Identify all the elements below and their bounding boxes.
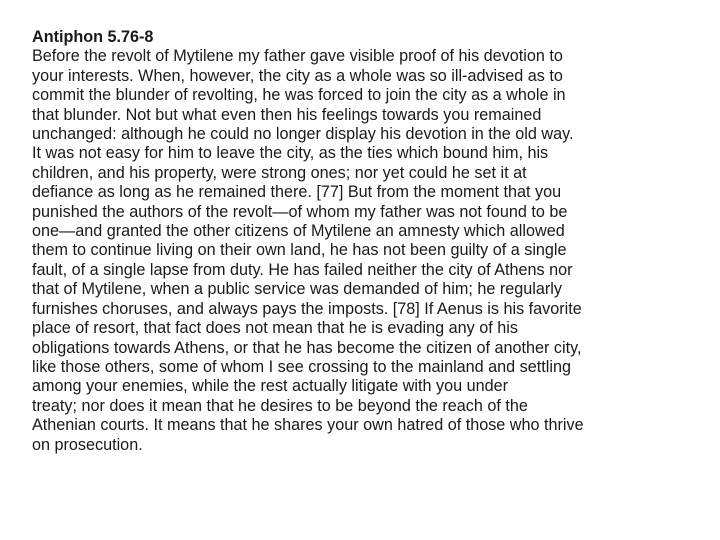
text-line: one—and granted the other citizens of Mytilene an amnesty which allowed <box>32 222 565 241</box>
text-line: among your enemies, while the rest actually litigate with you under <box>32 377 508 396</box>
document-body <box>32 47 682 455</box>
text-line: Before the revolt of Mytilene my father gave visible proof of his devotion to <box>32 47 563 66</box>
text-line: children, and his property, were strong ones; nor yet could he set it at <box>32 163 527 182</box>
text-line: obligations towards Athens, or that he has become the citizen of another city, <box>32 338 582 357</box>
text-line: on prosecution. <box>32 435 143 454</box>
text-line: It was not easy for him to leave the city, as the ties which bound him, his <box>32 144 549 163</box>
text-line: your interests. When, however, the city as a whole was so ill-advised as to <box>32 66 563 85</box>
text-line: them to continue living on their own land, he has not been guilty of a single <box>32 241 567 260</box>
text-line: fault, of a single lapse from duty. He has failed neither the city of Athens nor <box>32 260 573 279</box>
text-line: treaty; nor does it mean that he desires to be beyond the reach of the <box>32 396 528 415</box>
text-line: defiance as long as he remained there. [77] But from the moment that you <box>32 183 562 202</box>
text-line: like those others, some of whom I see crossing to the mainland and settling <box>32 357 571 376</box>
text-line: that blunder. Not but what even then his feelings towards you remained <box>32 105 542 124</box>
text-line: unchanged: although he could no longer display his devotion in the old way. <box>32 125 574 144</box>
text-line: punished the authors of the revolt—of whom my father was not found to be <box>32 202 568 221</box>
document-title: Antiphon 5.76-8 <box>32 28 154 46</box>
text-line: commit the blunder of revolting, he was forced to join the city as a whole in <box>32 86 566 105</box>
text-line: furnishes choruses, and always pays the imposts. [78] If Aenus is his favorite <box>32 299 582 318</box>
text-line: place of resort, that fact does not mean that he is evading any of his <box>32 319 518 338</box>
text-line: Athenian courts. It means that he shares your own hatred of those who thrive <box>32 416 584 435</box>
document-page <box>32 28 682 455</box>
text-line: that of Mytilene, when a public service was demanded of him; he regularly <box>32 280 562 299</box>
